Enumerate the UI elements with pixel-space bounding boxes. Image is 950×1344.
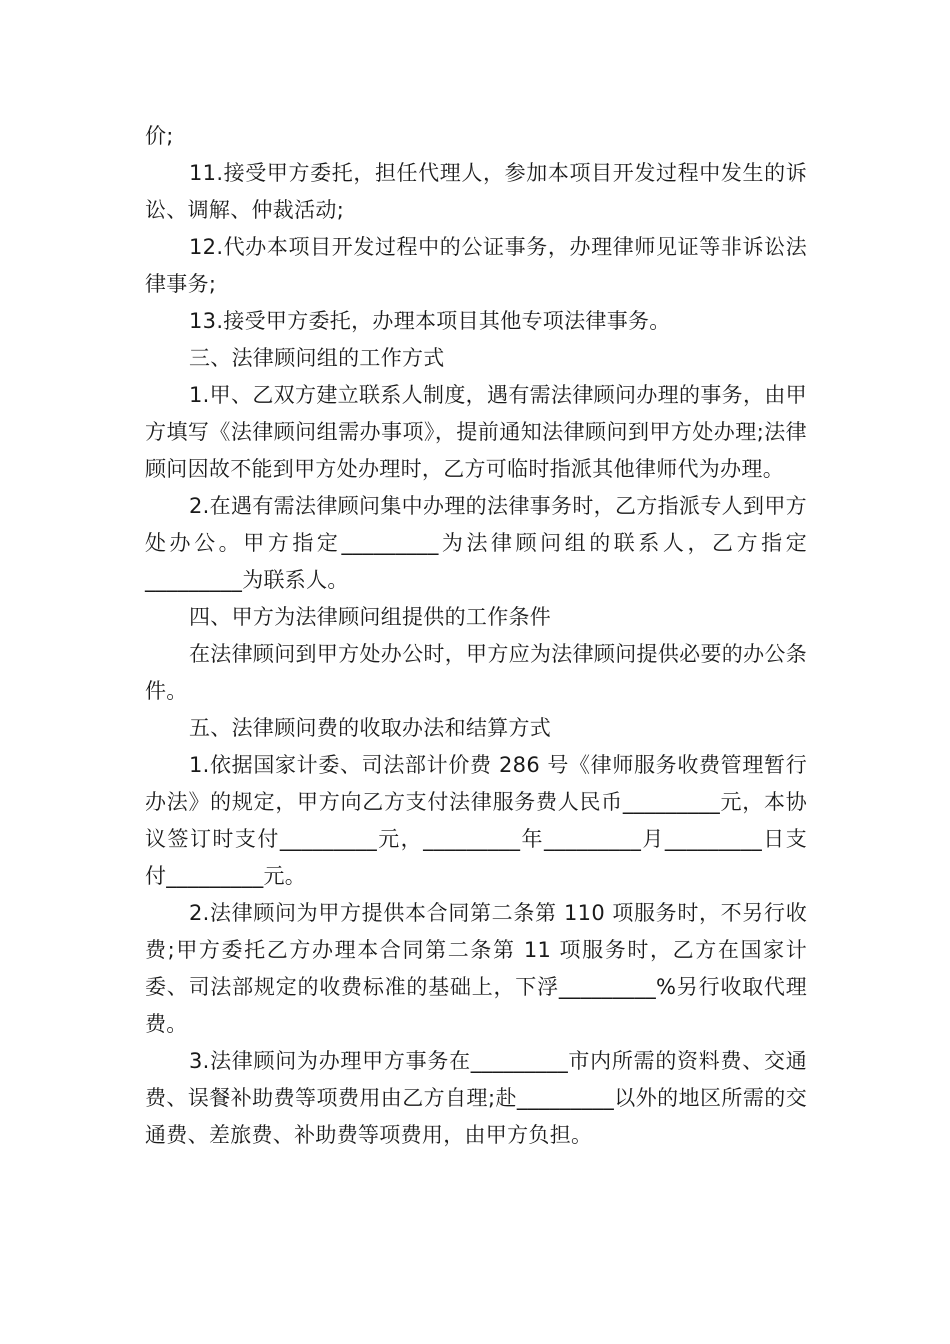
paragraph-continuation: 价; [145,124,174,148]
paragraph-item-11: 11.接受甲方委托，担任代理人，参加本项目开发过程中发生的诉讼、调解、仲裁活动; [145,161,807,222]
paragraph-3-2: 2.在遇有需法律顾问集中办理的法律事务时，乙方指派专人到甲方处办公。甲方指定_________为法律顾问组的联系人，乙方指定_________为联系人。 [145,494,807,592]
paragraph-5-2: 2.法律顾问为甲方提供本合同第二条第 110 项服务时，不另行收费;甲方委托乙方办理本合同第二条第 11 项服务时，乙方在国家计委、司法部规定的收费标准的基础上，下浮_________%另行收取代理费。 [145,901,807,1036]
paragraph-item-12: 12.代办本项目开发过程中的公证事务，办理律师见证等非诉讼法律事务; [145,235,807,296]
document-body [145,118,807,1154]
paragraph-3-1: 1.甲、乙双方建立联系人制度，遇有需法律顾问办理的事务，由甲方填写《法律顾问组需办事项》，提前通知法律顾问到甲方处办理;法律顾问因故不能到甲方处办理时，乙方可临时指派其他律师代为办理。 [145,383,807,481]
section-heading-3: 三、法律顾问组的工作方式 [189,346,445,370]
section-heading-4: 四、甲方为法律顾问组提供的工作条件 [189,605,552,629]
paragraph-5-3: 3.法律顾问为办理甲方事务在_________市内所需的资料费、交通费、误餐补助费等项费用由乙方自理;赴_________以外的地区所需的交通费、差旅费、补助费等项费用，由甲方负担。 [145,1049,807,1147]
paragraph-4-1: 在法律顾问到甲方处办公时，甲方应为法律顾问提供必要的办公条件。 [145,642,807,703]
paragraph-5-1: 1.依据国家计委、司法部计价费 286 号《律师服务收费管理暂行办法》的规定，甲方向乙方支付法律服务费人民币_________元，本协议签订时支付_________元，_________年_________月_________日支付_________元。 [145,753,807,888]
section-heading-5: 五、法律顾问费的收取办法和结算方式 [189,716,552,740]
paragraph-item-13: 13.接受甲方委托，办理本项目其他专项法律事务。 [189,309,671,333]
